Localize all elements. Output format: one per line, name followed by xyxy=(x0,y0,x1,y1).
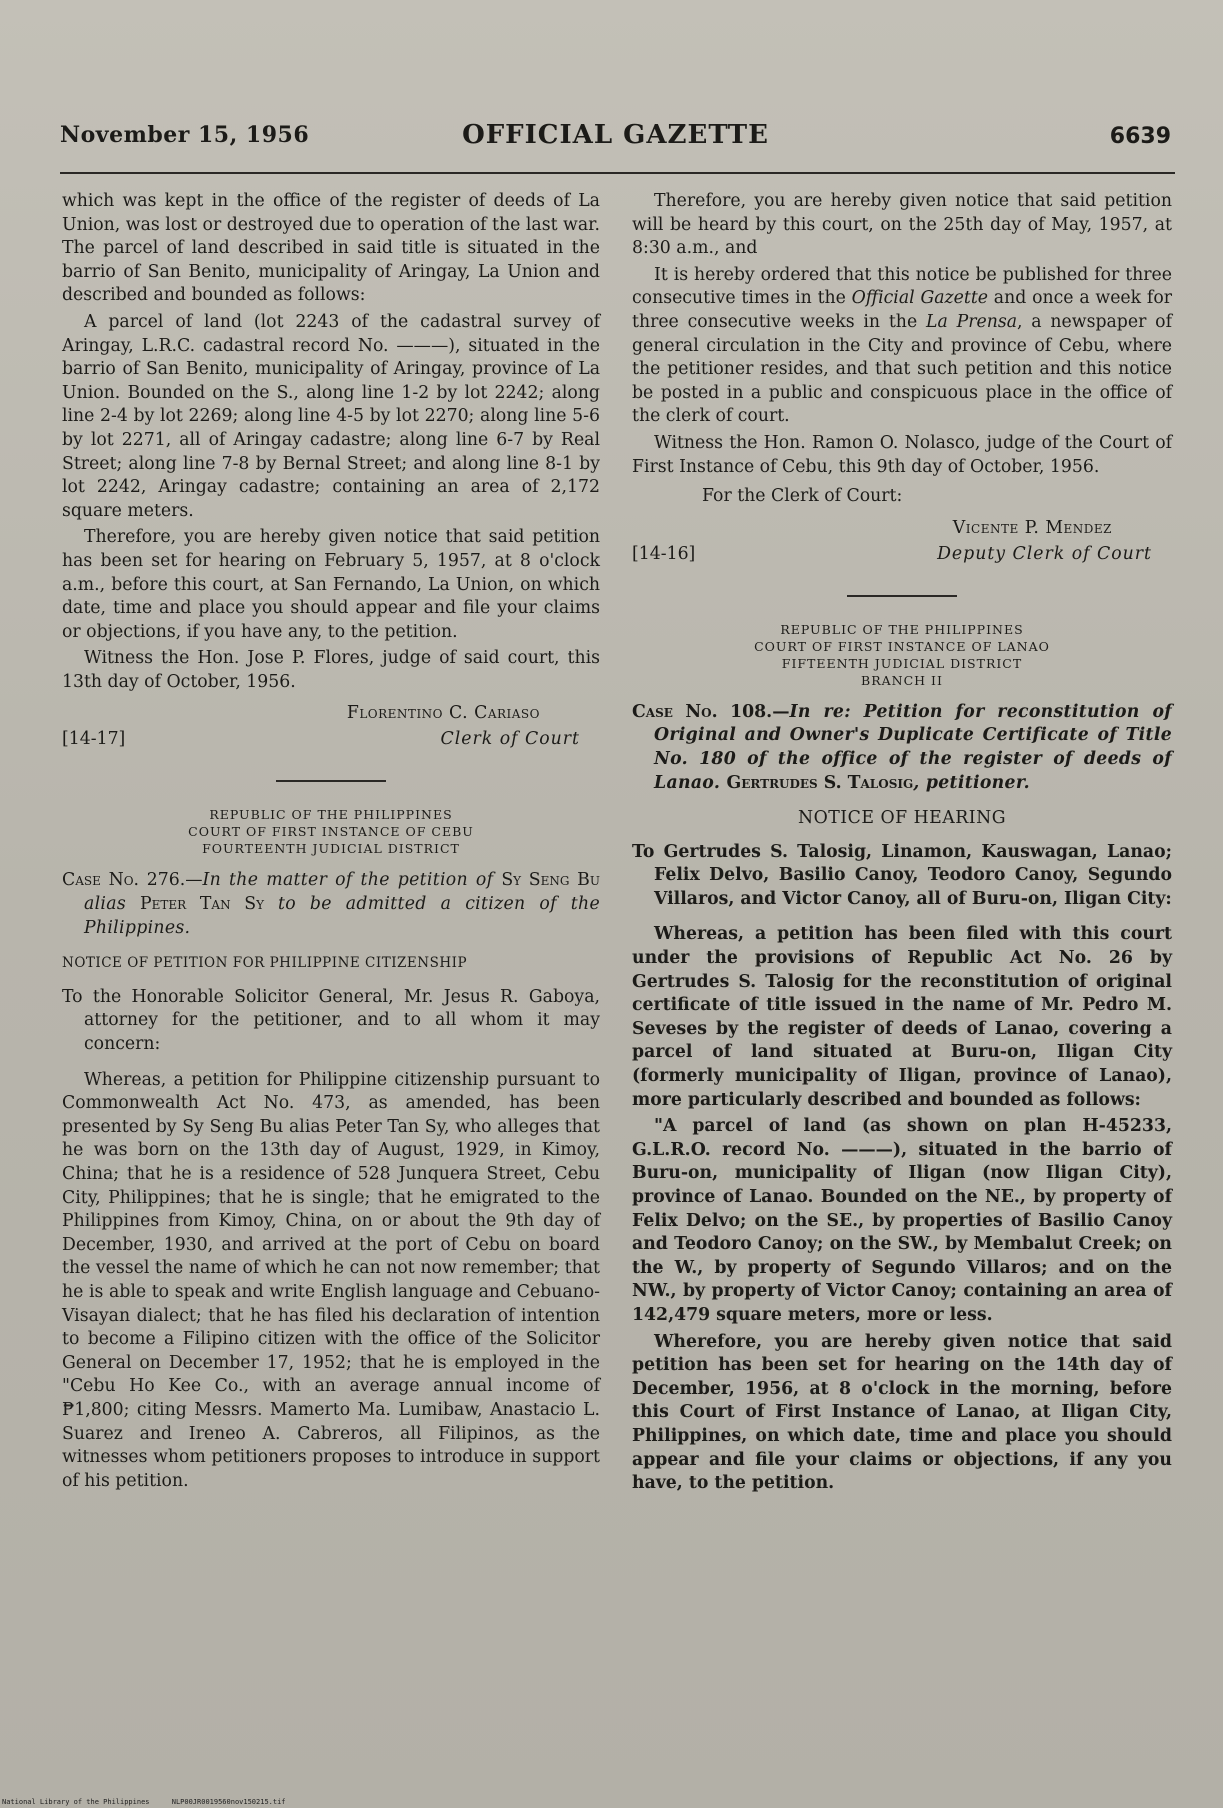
left-signatory-title: Clerk of Court xyxy=(440,729,580,750)
scan-footer xyxy=(2,1798,304,1806)
case-number: Case No. 108.— xyxy=(632,701,790,722)
court-heading-lanao xyxy=(632,621,1172,689)
petitioner-alias: Peter Tan Sy xyxy=(140,894,265,915)
left-paragraph-2: A parcel of land (lot 2243 of the cadastral survey of Aringay, L.R.C. cadastral record No. ———), situated in the barrio of San Benito, municipality of Aringay, province of La Union. Bounded on the S., along line 1-2 by lot 2242; along line 2-4 by lot 2269; along line 4-5 by lot 2270; along line 5-6 by lot 2271, all of Aringay cadastre; along line 6-7 by Real Street; along line 7-8 by Bernal Street; and along line 8-1 by lot 2242, Aringay cadastre; containing an area of 2,172 square meters. xyxy=(62,311,600,521)
notice-title-citizenship: NOTICE OF PETITION FOR PHILIPPINE CITIZENSHIP xyxy=(62,955,468,972)
case-text: In the matter of the petition of xyxy=(202,870,502,891)
petitioner-name: Sy Seng Bu xyxy=(501,870,600,891)
right-paragraph-3: Witness the Hon. Ramon O. Nolasco, judge of the Court of First Instance of Cebu, this 9th day of October, 1956. xyxy=(632,432,1172,477)
header-date: November 15, 1956 xyxy=(60,122,310,148)
footer-library: National Library of the Philippines xyxy=(2,1798,150,1806)
page-header xyxy=(60,122,1171,162)
gazette-name: Official Gazette xyxy=(851,288,988,309)
court-line: FIFTEENTH JUDICIAL DISTRICT xyxy=(781,655,1023,671)
court-line: FOURTEENTH JUDICIAL DISTRICT xyxy=(202,841,460,857)
right-paragraph-1: Therefore, you are hereby given notice that said petition will be heard by this court, on the 25th day of May, 1957, at 8:30 a.m., and xyxy=(632,191,1172,259)
text-run: It is hereby ordered that this notice be published for three consecutive times in the xyxy=(632,264,1172,309)
petitioner-name: Gertrudes S. Talosig xyxy=(726,772,914,793)
case-caption-276 xyxy=(62,869,600,940)
left-paragraph-3: Therefore, you are hereby given notice that said petition has been set for hearing on February 5, 1957, at 8 o'clock a.m., before this court, at San Fernando, La Union, on which date, time and place you should appear and file your claims or objections, if you have any, to the petition. xyxy=(62,527,600,642)
header-title: OFFICIAL GAZETTE xyxy=(462,120,769,150)
case-number: Case No. 276.— xyxy=(62,870,203,891)
court-line: COURT OF FIRST INSTANCE OF LANAO xyxy=(754,638,1050,654)
case-text: In re: Petition for reconstitution of Original and Owner's Duplicate Certificate of Title No. 180 of the office of the register of deeds of Lanao. xyxy=(654,701,1173,793)
header-page-number: 6639 xyxy=(1109,124,1171,149)
notice-address: To Gertrudes S. Talosig, Linamon, Kauswagan, Lanao; Felix Delvo, Basilio Canoy, Teodoro Canoy, Segundo Villaros, and Victor Canoy, all of Buru-on, Iligan City: xyxy=(632,841,1172,909)
court-line: COURT OF FIRST INSTANCE OF CEBU xyxy=(188,824,474,840)
header-rule xyxy=(60,172,1175,174)
notice-address: To the Honorable Solicitor General, Mr. Jesus R. Gaboya, attorney for the petitioner, and to all whom it may concern: xyxy=(62,986,600,1055)
newspaper-name: La Prensa xyxy=(925,311,1017,332)
right-signatory-name: Vicente P. Mendez xyxy=(952,517,1112,538)
left-signature-block xyxy=(62,702,600,754)
right-paragraph-2 xyxy=(632,264,1172,429)
footer-filename: NLP00JR0019560nov150215.tif xyxy=(171,1798,286,1806)
right-signatory-title: Deputy Clerk of Court xyxy=(937,543,1152,564)
right-column xyxy=(632,190,1172,1499)
court-line: BRANCH II xyxy=(861,672,943,688)
left-paragraph-1: which was kept in the office of the register of deeds of La Union, was lost or destroyed due to operation of the last war. The parcel of land described in said title is situated in the barrio of San Benito, municipality of Aringay, La Union and described and bounded as follows: xyxy=(62,191,600,306)
case-text: , petitioner. xyxy=(913,772,1030,793)
left-paragraph-4: Witness the Hon. Jose P. Flores, judge of said court, this 13th day of October, 1956. xyxy=(62,648,600,692)
case-text: to be admitted a citizen of the Philippines. xyxy=(84,894,600,938)
section-divider xyxy=(847,595,957,597)
right-paragraph-6: Wherefore, you are hereby given notice that said petition has been set for hearing on the 14th day of December, 1956, at 8 o'clock in the morning, before this Court of First Instance of Lanao, at Iligan City, Philippines, on which date, time and place you should appear and file your claims or objections, if any you have, to the petition. xyxy=(632,1331,1172,1494)
notice-title-hearing: NOTICE OF HEARING xyxy=(797,808,1007,829)
right-paragraph-5: "A parcel of land (as shown on plan H-45233, G.L.R.O. record No. ———), situated in the barrio of Buru-on, municipality of Iligan (now Iligan City), province of Lanao. Bounded on the NE., by property of Felix Delvo; on the SE., by properties of Basilio Canoy and Teodoro Canoy; on the SW., by Membalut Creek; on the W., by property of Segundo Villaros; and on the NW., by property of Victor Canoy; containing an area of 142,479 square meters, more or less. xyxy=(632,1116,1172,1325)
court-line: REPUBLIC OF THE PHILIPPINES xyxy=(780,621,1024,637)
right-signature-block xyxy=(632,517,1172,569)
court-heading-cebu xyxy=(62,806,600,857)
text-run: and once a week for three consecutive weeks in the xyxy=(632,288,1172,332)
case-caption-108 xyxy=(632,701,1172,795)
left-signatory-name: Florentino C. Cariaso xyxy=(346,703,540,724)
court-line: REPUBLIC OF THE PHILIPPINES xyxy=(209,807,453,823)
case-text: alias xyxy=(84,894,141,915)
left-notice-code: [14-17] xyxy=(62,729,126,750)
right-notice-code: [14-16] xyxy=(632,543,696,564)
text-run: , a newspaper of general circulation in the City and province of Cebu, where the petitioner resides, and that such petition and this notice be posted in a public and conspicuous place in the office of the clerk of court. xyxy=(632,311,1172,427)
section-divider xyxy=(276,780,386,782)
right-paragraph-4: Whereas, a petition has been filed with this court under the provisions of Republic Act No. 26 by Gertrudes S. Talosig for the reconstitution of original certificate of title issued in the name of Mr. Pedro M. Seveses by the register of deeds of Lanao, covering a parcel of land situated at Buru-on, Iligan City (formerly municipality of Iligan, province of Lanao), more particularly described and bounded as follows: xyxy=(632,924,1172,1110)
left-column xyxy=(62,190,600,1496)
left-paragraph-5: Whereas, a petition for Philippine citizenship pursuant to Commonwealth Act No. 473, as amended, has been presented by Sy Seng Bu alias Peter Tan Sy, who alleges that he was born on the 13th day of August, 1929, in Kimoy, China; that he is a residence of 528 Junquera Street, Cebu City, Philippines; that he is single; that he emigrated to the Philippines from Kimoy, China, on or about the 9th day of December, 1930, and arrived at the port of Cebu on board the vessel the name of which he can not now remember; that he is able to speak and write English language and Cebuano-Visayan dialect; that he has filed his declaration of intention to become a Filipino citizen with the office of the Solicitor General on December 17, 1952; that he is employed in the "Cebu Ho Kee Co., with an average annual income of ₱1,800; citing Messrs. Mamerto Ma. Lumibaw, Anastacio L. Suarez and Ireneo A. Cabreros, all Filipinos, as the witnesses whom petitioners proposes to introduce in support of his petition. xyxy=(62,1069,600,1491)
for-clerk-line: For the Clerk of Court: xyxy=(702,486,903,507)
